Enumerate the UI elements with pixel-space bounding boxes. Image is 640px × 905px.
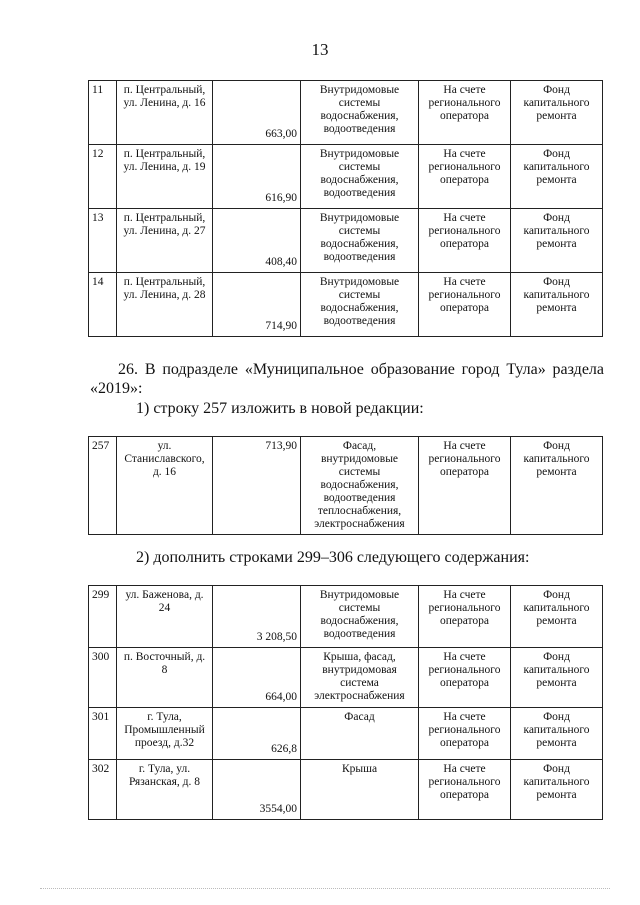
table-rows-11-14 (88, 80, 603, 337)
work-type-cell: Внутридомовые системы водоснабжения, водоотведения (301, 145, 419, 209)
account-cell: На счете регионального оператора (419, 708, 511, 760)
row-number: 301 (89, 708, 117, 760)
row-number: 14 (89, 273, 117, 337)
address-cell: г. Тула, Промышленный проезд, д.32 (117, 708, 213, 760)
item-1-text: 1) строку 257 изложить в новой редакции: (136, 400, 424, 417)
table-row (89, 760, 603, 820)
cost-cell: 3554,00 (213, 760, 301, 820)
address-cell: п. Центральный, ул. Ленина, д. 19 (117, 145, 213, 209)
account-cell: На счете регионального оператора (419, 648, 511, 708)
item-2-text: 2) дополнить строками 299–306 следующего содержания: (136, 549, 530, 566)
cost-cell: 408,40 (213, 209, 301, 273)
cost-cell: 3 208,50 (213, 586, 301, 648)
table-row (89, 648, 603, 708)
cost-cell: 626,8 (213, 708, 301, 760)
table-row (89, 273, 603, 337)
row-number: 257 (89, 437, 117, 535)
address-cell: п. Восточный, д. 8 (117, 648, 213, 708)
cost-cell: 714,90 (213, 273, 301, 337)
cost-cell: 713,90 (213, 437, 301, 535)
table-row (89, 586, 603, 648)
table-row (89, 209, 603, 273)
funding-source-cell: Фонд капитального ремонта (511, 209, 603, 273)
work-type-cell: Фасад (301, 708, 419, 760)
address-cell: п. Центральный, ул. Ленина, д. 27 (117, 209, 213, 273)
funding-source-cell: Фонд капитального ремонта (511, 648, 603, 708)
table-row (89, 81, 603, 145)
row-number: 12 (89, 145, 117, 209)
work-type-cell: Внутридомовые системы водоснабжения, водоотведения (301, 273, 419, 337)
table-row (89, 145, 603, 209)
work-type-cell: Крыша, фасад, внутридомовая система электроснабжения (301, 648, 419, 708)
address-cell: п. Центральный, ул. Ленина, д. 16 (117, 81, 213, 145)
account-cell: На счете регионального оператора (419, 145, 511, 209)
paragraph-26-line1: 26. В подразделе «Муниципальное образование город Тула» раздела (118, 361, 604, 378)
funding-source-cell: Фонд капитального ремонта (511, 586, 603, 648)
cost-cell: 664,00 (213, 648, 301, 708)
account-cell: На счете регионального оператора (419, 586, 511, 648)
table-row-257 (88, 436, 603, 535)
row-number: 11 (89, 81, 117, 145)
work-type-cell: Внутридомовые системы водоснабжения, водоотведения (301, 586, 419, 648)
funding-source-cell: Фонд капитального ремонта (511, 708, 603, 760)
work-type-cell: Внутридомовые системы водоснабжения, водоотведения (301, 81, 419, 145)
work-type-cell: Внутридомовые системы водоснабжения, водоотведения (301, 209, 419, 273)
address-cell: г. Тула, ул. Рязанская, д. 8 (117, 760, 213, 820)
row-number: 302 (89, 760, 117, 820)
funding-source-cell: Фонд капитального ремонта (511, 81, 603, 145)
work-type-cell: Крыша (301, 760, 419, 820)
row-number: 299 (89, 586, 117, 648)
cost-cell: 616,90 (213, 145, 301, 209)
work-type-cell: Фасад, внутридомовые системы водоснабжения, водоотведения теплоснабжения, электроснабжения (301, 437, 419, 535)
row-number: 300 (89, 648, 117, 708)
scan-edge-line (40, 888, 610, 889)
address-cell: ул. Баженова, д. 24 (117, 586, 213, 648)
cost-cell: 663,00 (213, 81, 301, 145)
funding-source-cell: Фонд капитального ремонта (511, 437, 603, 535)
row-number: 13 (89, 209, 117, 273)
table-rows-299-302 (88, 585, 603, 820)
paragraph-26-line2: «2019»: (90, 380, 143, 397)
account-cell: На счете регионального оператора (419, 760, 511, 820)
funding-source-cell: Фонд капитального ремонта (511, 145, 603, 209)
table-row (89, 708, 603, 760)
funding-source-cell: Фонд капитального ремонта (511, 273, 603, 337)
table-row (89, 437, 603, 535)
account-cell: На счете регионального оператора (419, 209, 511, 273)
account-cell: На счете регионального оператора (419, 437, 511, 535)
address-cell: ул. Станиславского, д. 16 (117, 437, 213, 535)
funding-source-cell: Фонд капитального ремонта (511, 760, 603, 820)
account-cell: На счете регионального оператора (419, 81, 511, 145)
address-cell: п. Центральный, ул. Ленина, д. 28 (117, 273, 213, 337)
page-number: 13 (311, 40, 329, 59)
account-cell: На счете регионального оператора (419, 273, 511, 337)
